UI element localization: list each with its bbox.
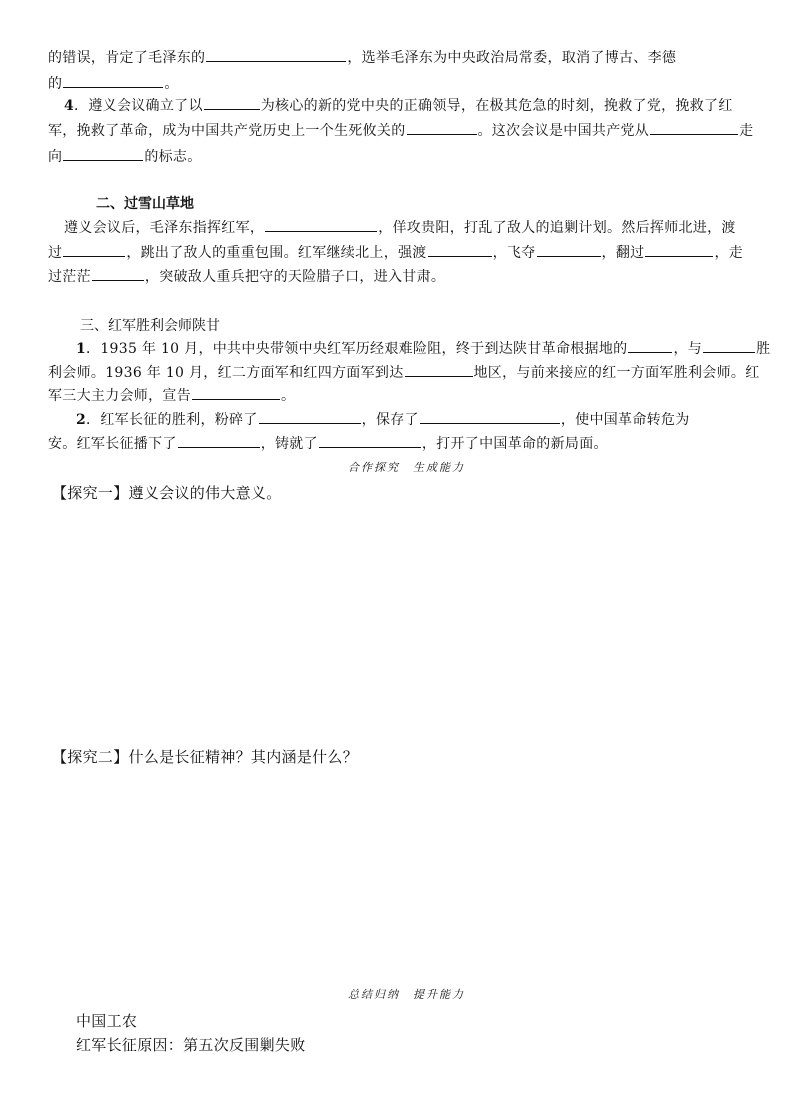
section3-p2-line2: 安。红军长征播下了 ，铸就了 ，打开了中国革命的新局面。 (48, 433, 608, 455)
fill-blank[interactable] (420, 409, 560, 424)
fill-blank[interactable] (178, 433, 260, 448)
fill-blank[interactable] (405, 362, 473, 377)
section3-p1-line3: 军三大主力会师，宣告 。 (48, 385, 295, 407)
inquiry2 (52, 746, 358, 768)
fill-blank[interactable] (63, 73, 163, 88)
fill-blank[interactable] (703, 338, 755, 353)
section2-line2: 过 ，跳出了敌人的重重包围。红军继续北上，强渡 ，飞夺 ，翻过 ，走 (48, 242, 743, 264)
inquiry1 (52, 482, 282, 504)
section3-p1-line1: 1．1935 年 10 月，中共中央带领中央红军历经艰难险阻，终于到达陕甘革命根据地的 ，与 胜 (76, 338, 770, 360)
summary-line2: 红军长征原因：第五次反围剿失败 (76, 1036, 306, 1054)
section1-item4-line3: 向 的标志。 (48, 146, 202, 168)
fill-blank[interactable] (650, 120, 738, 135)
inquiry2-answer-area[interactable] (48, 774, 748, 974)
fill-blank[interactable] (192, 385, 280, 400)
section1-line1: 的错误，肯定了毛泽东的 ，选举毛泽东为中央政治局常委，取消了博古、李德 (48, 47, 676, 69)
fill-blank[interactable] (628, 338, 672, 353)
section1-item4-line2: 军，挽救了革命，成为中国共产党历史上一个生死攸关的 。这次会议是中国共产党从 走 (48, 120, 753, 142)
fill-blank[interactable] (204, 95, 260, 110)
inquiry2-text: 什么是长征精神？其内涵是什么？ (128, 748, 359, 766)
section2-line3: 过茫茫 ，突破敌人重兵把守的天险腊子口，进入甘肃。 (48, 266, 445, 288)
fill-blank[interactable] (63, 146, 143, 161)
fill-blank[interactable] (259, 409, 361, 424)
section3-p1-line2: 利会师。1936 年 10 月，红二方面军和红四方面军到达 地区，与前来接应的红一方面军胜利会师。红 (48, 362, 760, 384)
fill-blank[interactable] (537, 242, 601, 257)
section-divider-cooperative: 合作探究 生成能力 (348, 461, 465, 474)
inquiry1-tag: 【探究一】 (52, 484, 129, 502)
fill-blank[interactable] (265, 217, 377, 232)
fill-blank[interactable] (645, 242, 713, 257)
fill-blank[interactable] (319, 433, 421, 448)
inquiry1-answer-area[interactable] (48, 510, 748, 735)
summary-line1: 中国工农 (76, 1012, 138, 1030)
inquiry1-text: 遵义会议的伟大意义。 (128, 484, 282, 502)
fill-blank[interactable] (92, 266, 144, 281)
section3-title: 三、红军胜利会师陕甘 (80, 318, 220, 334)
fill-blank[interactable] (428, 242, 492, 257)
fill-blank[interactable] (63, 242, 125, 257)
section2-line1: 遵义会议后，毛泽东指挥红军， ，佯攻贵阳，打乱了敌人的追剿计划。然后挥师北进，渡 (64, 217, 736, 239)
section2-title: 二、过雪山草地 (96, 196, 194, 212)
inquiry2-tag: 【探究二】 (52, 748, 129, 766)
section3-p2-line1: 2．红军长征的胜利，粉碎了 ，保存了 ，使中国革命转危为 (76, 409, 690, 431)
section-divider-summary: 总结归纳 提升能力 (348, 988, 465, 1001)
section1-item4-line1: 4．遵义会议确立了以 为核心的新的党中央的正确领导，在极其危急的时刻，挽救了党，挽救了红 (64, 95, 733, 117)
section1-line2: 的 。 (48, 73, 179, 95)
fill-blank[interactable] (206, 47, 346, 62)
fill-blank[interactable] (407, 120, 477, 135)
